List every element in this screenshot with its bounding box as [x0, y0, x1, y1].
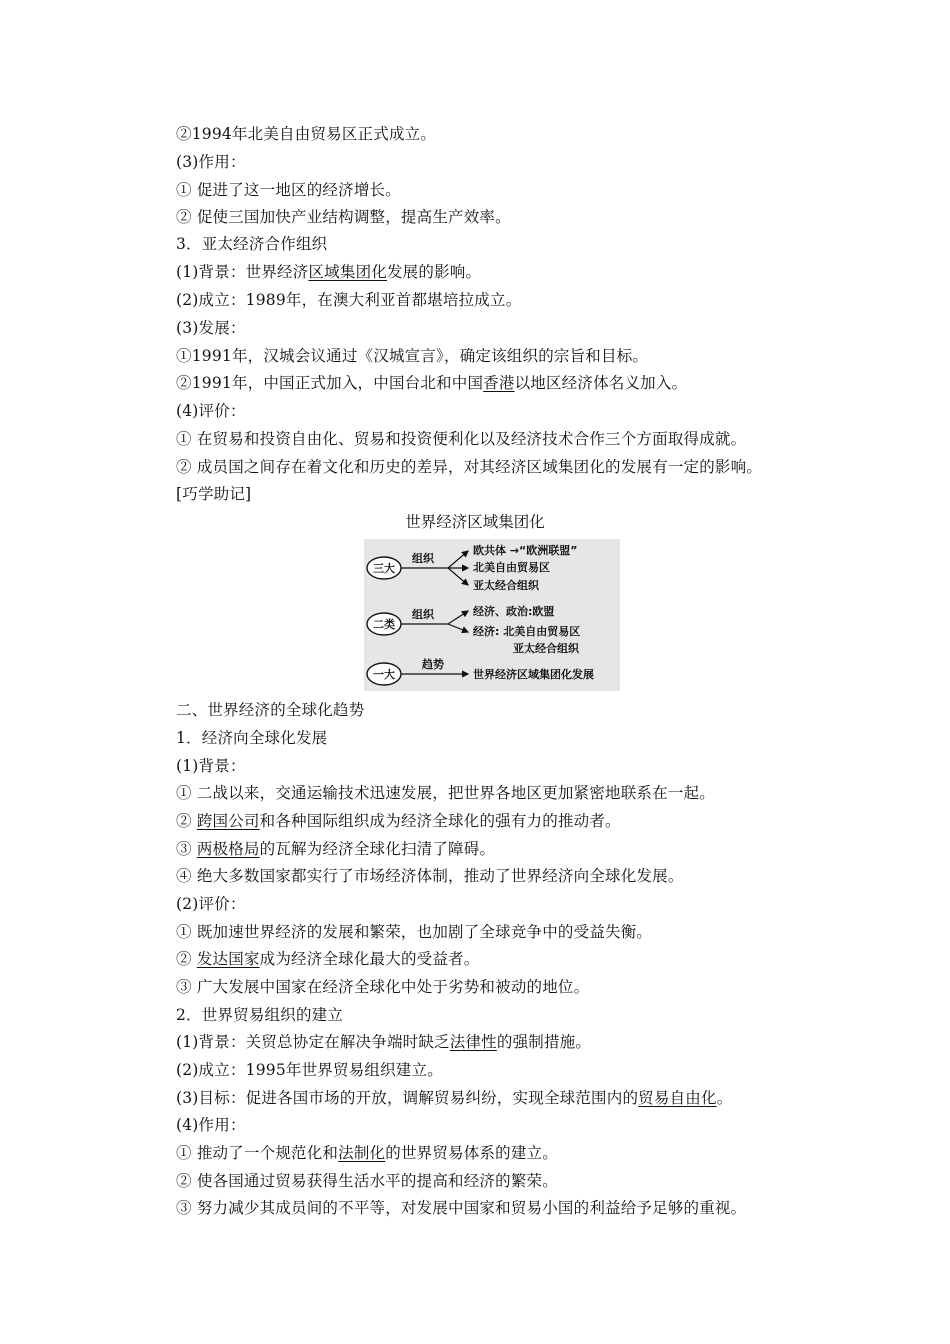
item-label: 经济、政治:欧盟 [473, 605, 555, 618]
arrow-label: 趋势 [422, 658, 444, 671]
text-line: ②1991年，中国正式加入，中国台北和中国香港以地区经济体名义加入。 [176, 374, 688, 392]
group-two-types [367, 604, 580, 655]
text-line: ①1991年，汉城会议通过《汉城宣言》，确定该组织的宗旨和目标。 [176, 347, 649, 365]
text-line: (1)背景： [176, 757, 246, 775]
text-line: ② 跨国公司和各种国际组织成为经济全球化的强有力的推动者。 [176, 812, 621, 830]
text-line: (2)评价： [176, 895, 246, 913]
underlined-term: 发达国家 [196, 950, 260, 968]
text-line: ③ 广大发展中国家在经济全球化中处于劣势和被动的地位。 [176, 978, 590, 996]
item-label: 欧共体 →“欧洲联盟” [473, 544, 578, 557]
text-line: ① 促进了这一地区的经济增长。 [176, 181, 401, 199]
text-line: (4)评价： [176, 402, 246, 420]
text-line: ②1994年北美自由贸易区正式成立。 [176, 125, 437, 143]
underlined-term: 法律性 [449, 1033, 497, 1051]
figure-title: 世界经济区域集团化 [405, 513, 545, 531]
text-line: ② 使各国通过贸易获得生活水平的提高和经济的繁荣。 [176, 1172, 558, 1190]
underlined-term: 跨国公司 [196, 812, 260, 830]
text-line: ① 二战以来，交通运输技术迅速发展，把世界各地区更加紧密地联系在一起。 [176, 784, 715, 802]
section-heading: 1．经济向全球化发展 [176, 729, 328, 747]
text-line: (3)发展： [176, 319, 246, 337]
node-label: 一大 [373, 668, 395, 681]
text-line: ② 促使三国加快产业结构调整，提高生产效率。 [176, 208, 511, 226]
node-label: 三大 [373, 562, 395, 575]
text-line: ① 既加速世界经济的发展和繁荣，也加剧了全球竞争中的受益失衡。 [176, 923, 653, 941]
text-line: (2)成立：1989年，在澳大利亚首都堪培拉成立。 [176, 291, 522, 309]
arrow-label: 组织 [412, 552, 434, 565]
item-label: 北美自由贸易区 [473, 561, 550, 574]
text-line: (1)背景：世界经济区域集团化发展的影响。 [176, 263, 482, 281]
text-line: [巧学助记] [176, 485, 252, 503]
text-line: ③ 努力减少其成员间的不平等，对发展中国家和贸易小国的利益给予足够的重视。 [176, 1199, 747, 1217]
item-label: 经济: 北美自由贸易区 [473, 625, 581, 638]
text-line: (4)作用： [176, 1116, 246, 1134]
text-line: ③ 两极格局的瓦解为经济全球化扫清了障碍。 [176, 840, 496, 858]
node-label: 二类 [373, 618, 395, 631]
text-line: ④ 绝大多数国家都实行了市场经济体制，推动了世界经济向全球化发展。 [176, 867, 684, 885]
group-one-trend [367, 657, 594, 685]
item-label: 世界经济区域集团化发展 [473, 668, 594, 681]
text-line: (3)目标：促进各国市场的开放，调解贸易纠纷，实现全球范围内的贸易自由化。 [176, 1089, 733, 1107]
underlined-term: 区域集团化 [308, 263, 387, 281]
mnemonic-diagram [364, 539, 620, 691]
item-label: 亚太经合组织 [473, 579, 539, 592]
text-line: ② 成员国之间存在着文化和历史的差异，对其经济区域集团化的发展有一定的影响。 [176, 458, 763, 476]
section-heading: 2．世界贸易组织的建立 [176, 1006, 344, 1024]
group-three-major [367, 543, 578, 592]
underlined-term: 法制化 [338, 1144, 386, 1162]
underlined-term: 两极格局 [196, 840, 260, 858]
text-line: ② 发达国家成为经济全球化最大的受益者。 [176, 950, 480, 968]
arrow-label: 组织 [412, 608, 434, 621]
section-heading: 二、世界经济的全球化趋势 [176, 701, 365, 719]
text-line: (2)成立：1995年世界贸易组织建立。 [176, 1061, 443, 1079]
text-line: ① 在贸易和投资自由化、贸易和投资便利化以及经济技术合作三个方面取得成就。 [176, 430, 747, 448]
text-line: ① 推动了一个规范化和法制化的世界贸易体系的建立。 [176, 1144, 558, 1162]
underlined-term: 贸易自由化 [638, 1089, 717, 1107]
section-heading: 3．亚太经济合作组织 [176, 235, 328, 253]
underlined-term: 香港 [483, 374, 515, 392]
text-line: (3)作用： [176, 153, 246, 171]
text-line: (1)背景：关贸总协定在解决争端时缺乏法律性的强制措施。 [176, 1033, 592, 1051]
item-label: 亚太经合组织 [513, 642, 579, 655]
